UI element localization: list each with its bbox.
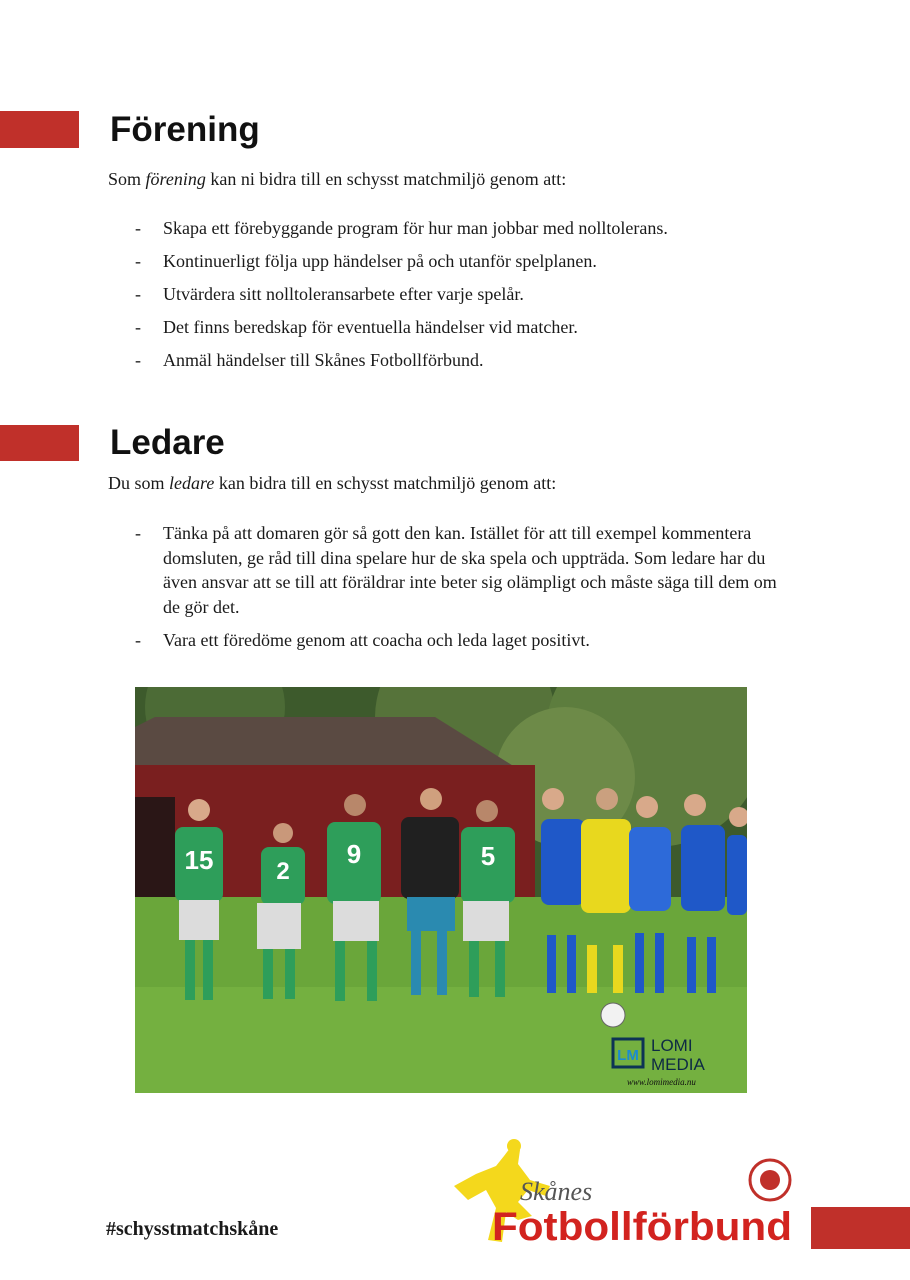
jersey-number: 2 [276,858,290,885]
list-item: - Vara ett föredöme genom att coacha och leda laget positivt. [135,629,590,650]
football-teams-photo [135,687,747,1093]
jersey-number: 5 [480,841,496,871]
list-item: - Utvärdera sitt nolltoleransarbete efter varje spelår. [135,284,524,304]
section-title-forening: Förening [110,110,260,149]
jersey-number: 15 [184,845,214,875]
jersey-number: 9 [346,839,362,869]
list-item: - Anmäl händelser till Skånes Fotbollförbund. [135,350,484,370]
ledare-list [135,521,795,661]
list-item: - Kontinuerligt följa upp händelser på och utanför spelplanen. [135,251,597,271]
hashtag: #schysstmatchskåne [106,1218,279,1240]
logo-line1: Skånes [520,1177,593,1206]
svg-text:LOMI: LOMI [651,1036,693,1055]
svg-text:LM: LM [617,1047,639,1064]
section-marker-ledare [0,425,79,461]
logo-line2: Fotbollförbund [492,1205,792,1249]
forening-list [135,216,815,381]
footer-red-bar [811,1207,910,1249]
list-item: - Skapa ett förebyggande program för hur man jobbar med nolltolerans. [135,218,668,238]
section-intro-forening: Som förening kan ni bidra till en schysst matchmiljö genom att: [108,169,567,189]
skanes-fotbollforbund-logo [448,1138,798,1253]
list-item: - Tänka på att domaren gör så gott den kan. Istället för att till exempel kommentera domsluten, ge råd till dina spelare hur de ska spela och uppträda. Som ledare har du även ansvar att se till att föräldrar inte beter sig olämpligt och måste säga till dem om de gör det. [135,523,777,617]
svg-text:MEDIA: MEDIA [651,1055,705,1074]
section-intro-ledare: Du som ledare kan bidra till en schysst matchmiljö genom att: [108,473,557,493]
svg-text:www.lomimedia.nu: www.lomimedia.nu [627,1077,696,1087]
section-title-ledare: Ledare [110,423,225,462]
section-marker-forening [0,111,79,148]
list-item: - Det finns beredskap för eventuella händelser vid matcher. [135,317,578,337]
